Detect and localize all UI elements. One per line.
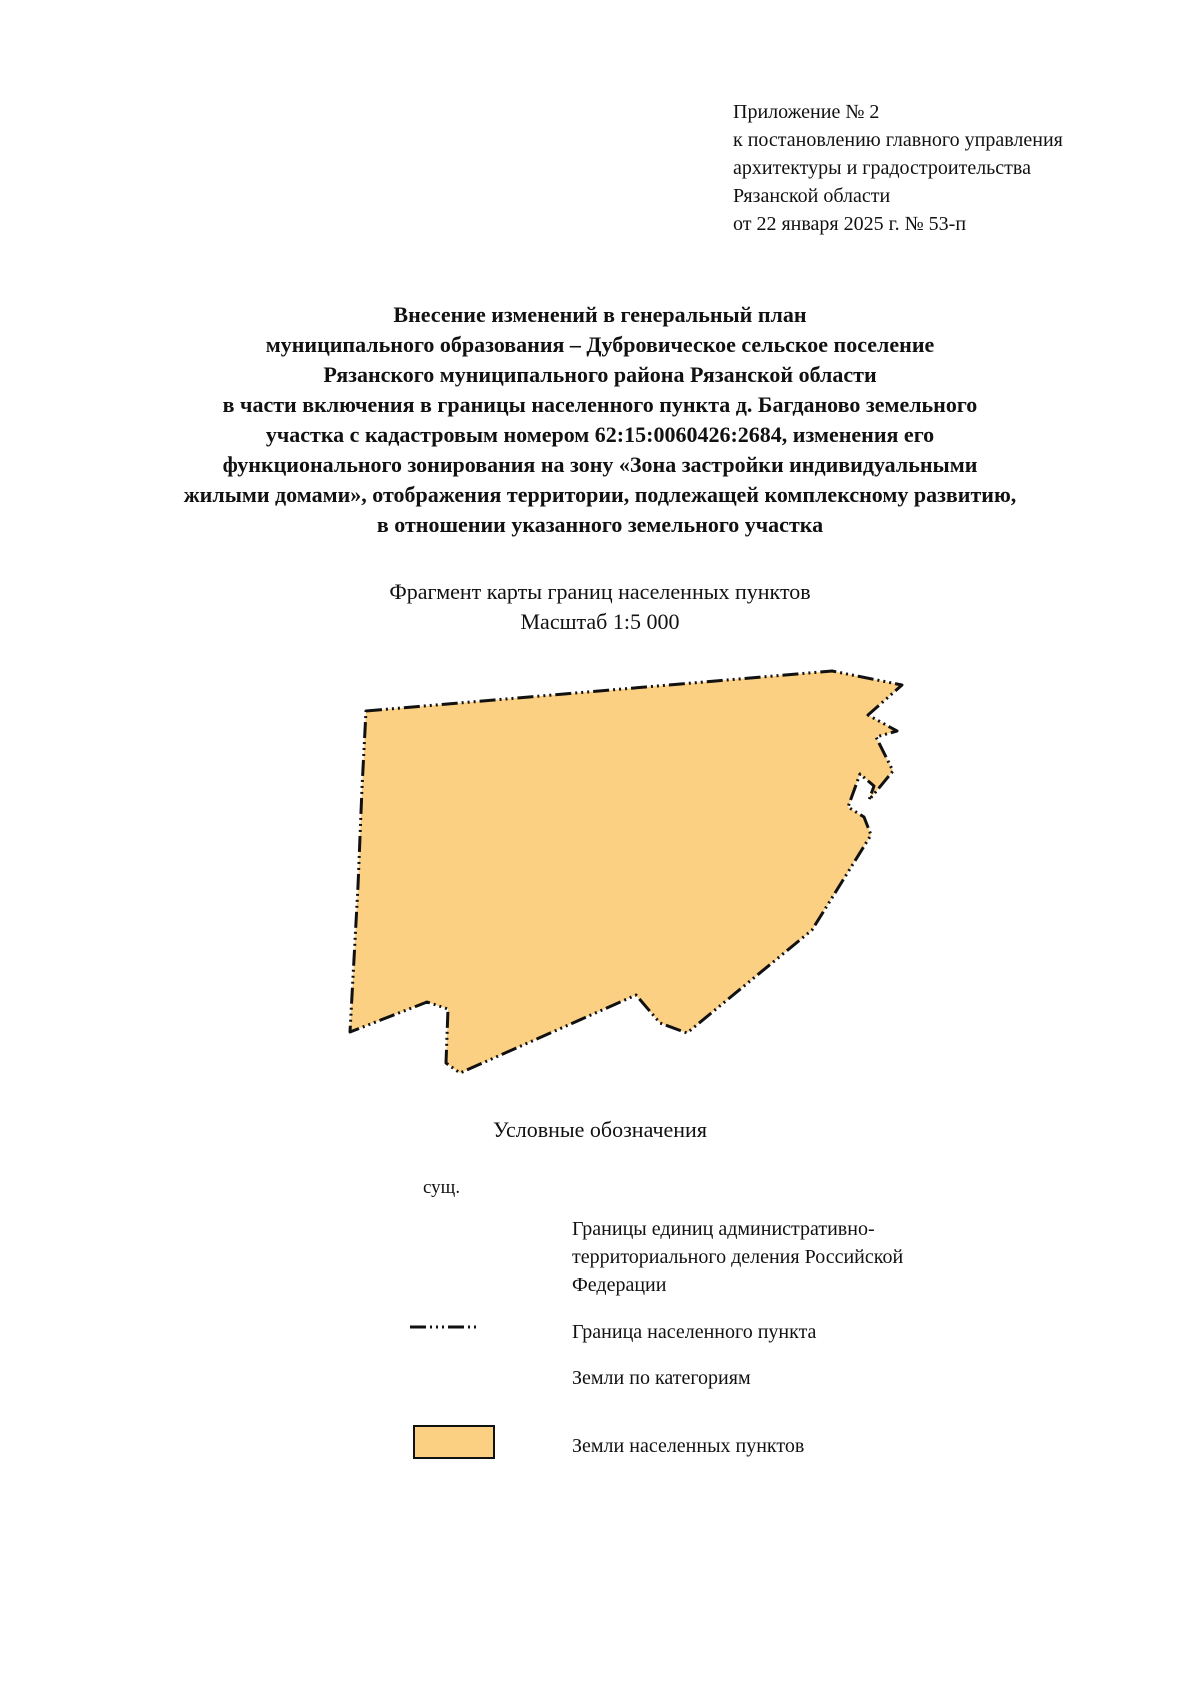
legend-admin-line: Федерации xyxy=(572,1274,667,1296)
settlement-land-area xyxy=(350,671,902,1073)
title-line: участка с кадастровым номером 62:15:0060426:2684, изменения его xyxy=(265,422,935,447)
legend-admin-line: территориального деления Российской xyxy=(572,1246,904,1268)
title-line: в отношении указанного земельного участка xyxy=(376,512,824,537)
legend-admin-boundaries xyxy=(572,1215,903,1299)
title-line: в части включения в границы населенного пункта д. Багданово земельного xyxy=(222,392,978,417)
appendix-line: Рязанской области xyxy=(733,185,891,207)
legend-admin-line: Границы единиц административно- xyxy=(572,1218,875,1240)
title-line: Рязанского муниципального района Рязанской области xyxy=(323,362,877,387)
legend-title: Условные обозначения xyxy=(493,1117,707,1142)
legend-land-categories: Земли по категориям xyxy=(572,1367,751,1389)
appendix-line: от 22 января 2025 г. № 53-п xyxy=(733,213,967,235)
map-scale: Масштаб 1:5 000 xyxy=(520,609,680,634)
legend-settlement-lands: Земли населенных пунктов xyxy=(572,1435,805,1457)
map-fragment-title: Фрагмент карты границ населенных пунктов xyxy=(389,579,811,604)
appendix-line: к постановлению главного управления xyxy=(733,129,1063,151)
appendix-line: Приложение № 2 xyxy=(733,101,880,123)
settlement-lands-swatch xyxy=(413,1425,495,1459)
settlement-boundary-symbol xyxy=(410,1324,476,1330)
title-line: Внесение изменений в генеральный план xyxy=(393,302,807,327)
legend-settlement-boundary: Граница населенного пункта xyxy=(572,1321,817,1343)
title-line: муниципального образования – Дубровическое сельское поселение xyxy=(265,332,935,357)
title-line: функционального зонирования на зону «Зона застройки индивидуальными xyxy=(222,452,978,477)
title-line: жилыми домами», отображения территории, подлежащей комплексному развитию, xyxy=(183,482,1017,507)
appendix-line: архитектуры и градостроительства xyxy=(733,157,1031,179)
legend-existing-label: сущ. xyxy=(423,1177,461,1198)
